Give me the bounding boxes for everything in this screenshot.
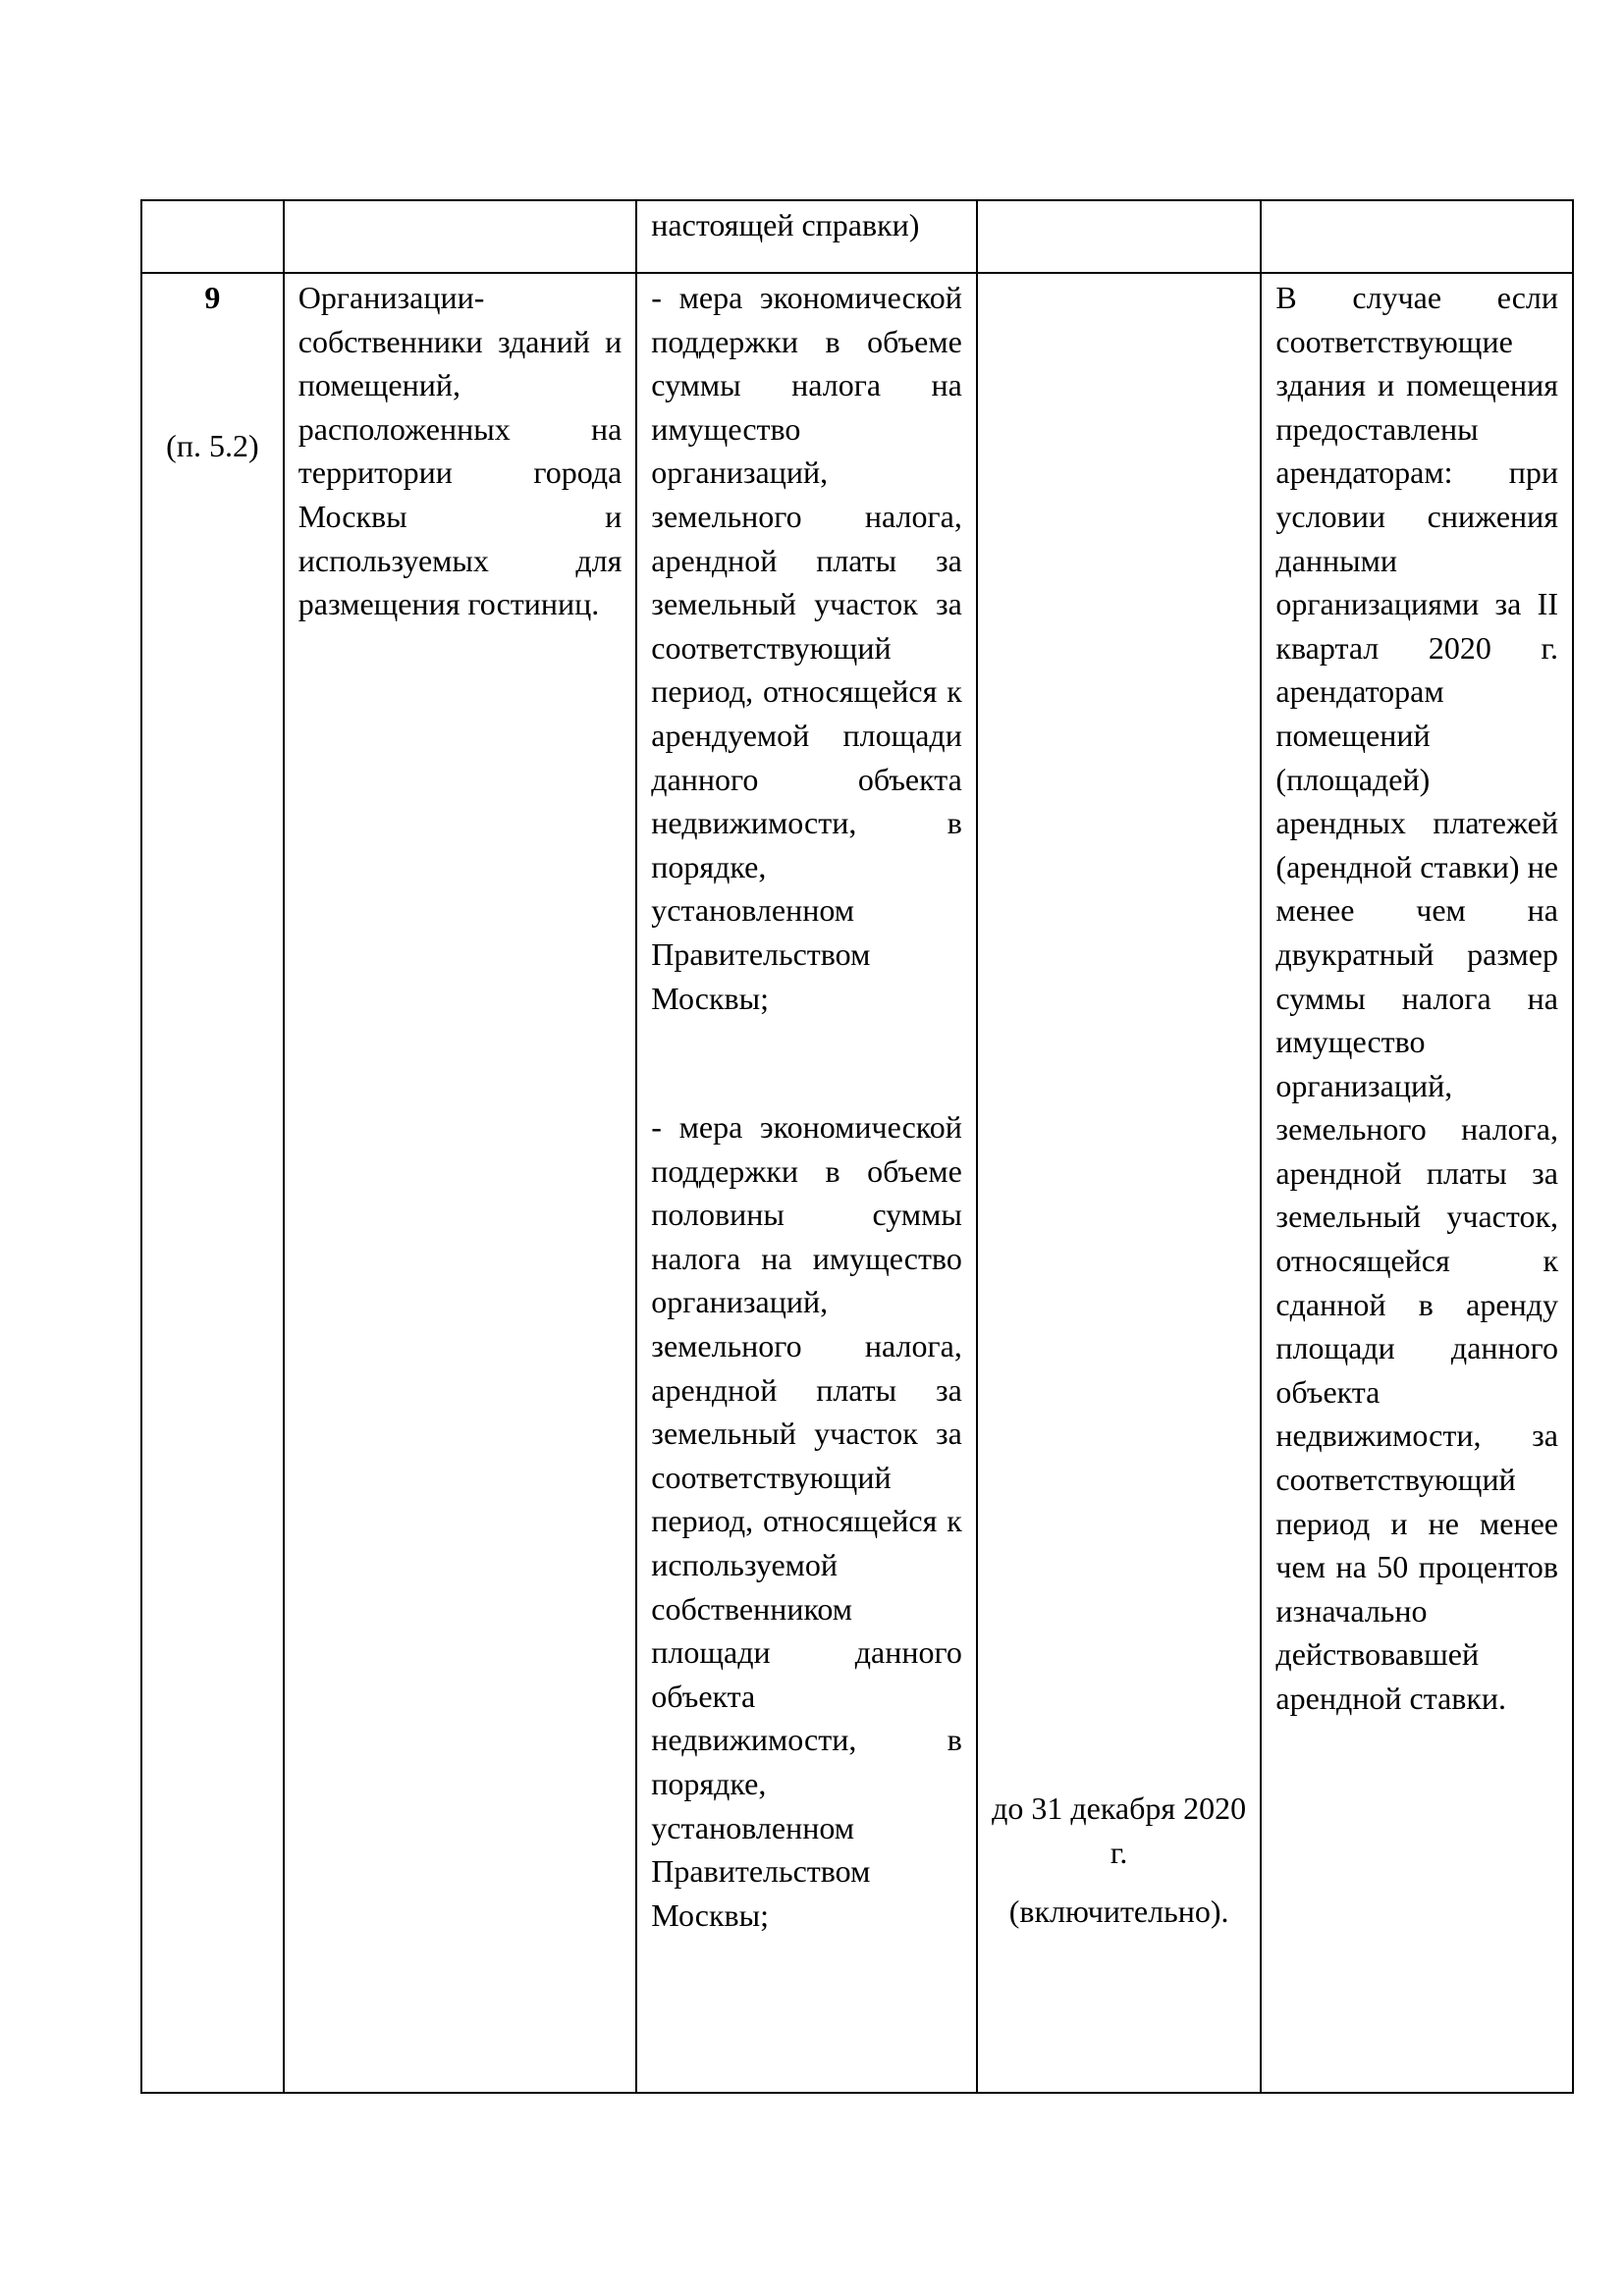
support-measures-table	[140, 199, 1574, 2094]
measure-1-text: - мера экономической поддержки в объеме суммы налога на имущество организаций, земельного налога, арендной платы за земельный участок за соответствующий период, относящейся к арендуемой площади данного объекта недвижимости, в порядке, установленном Правительством Москвы;	[651, 280, 962, 1016]
term-inclusive: (включительно).	[1008, 1894, 1229, 1930]
continuation-text: настоящей справки)	[651, 207, 920, 242]
measure-2-text: - мера экономической поддержки в объеме половины суммы налога на имущество организаций, земельного налога, арендной платы за земельный участок за соответствующий период, относящейся к используемой собственником площади данного объекта недвижимости, в порядке, установленном Правительством Москвы;	[651, 1109, 962, 1933]
clause-reference: (п. 5.2)	[166, 427, 259, 463]
table-row	[142, 201, 1574, 274]
table-cell	[637, 201, 978, 274]
row-number-cell	[142, 274, 285, 2094]
table-cell	[978, 201, 1263, 274]
table-cell	[285, 201, 638, 274]
condition-text: В случае если соответствующие здания и помещения предоставлены арендаторам: при условии снижения данными организациями за II квартал 2020 г. арендаторам помещений (площадей) арендных платежей (арендной ставки) не менее чем на двукратный размер суммы налога на имущество организаций, земельного налога, арендной платы за земельный участок, относящейся к сданной в аренду площади данного объекта недвижимости, за соответствующий период и не менее чем на 50 процентов изначально действовавшей арендной ставки.	[1275, 280, 1558, 1716]
measures-cell	[637, 274, 978, 2094]
table-cell	[1262, 201, 1574, 274]
condition-cell	[1262, 274, 1574, 2094]
recipients-text: Организации-собственники зданий и помещений, расположенных на территории города Москвы и используемых для размещения гостиниц.	[298, 280, 623, 622]
term-date: до 31 декабря 2020 г.	[992, 1790, 1247, 1870]
row-number: 9	[204, 280, 221, 315]
table-row	[142, 274, 1574, 2094]
term-cell	[978, 274, 1263, 2094]
table-cell	[142, 201, 285, 274]
recipients-cell	[285, 274, 638, 2094]
